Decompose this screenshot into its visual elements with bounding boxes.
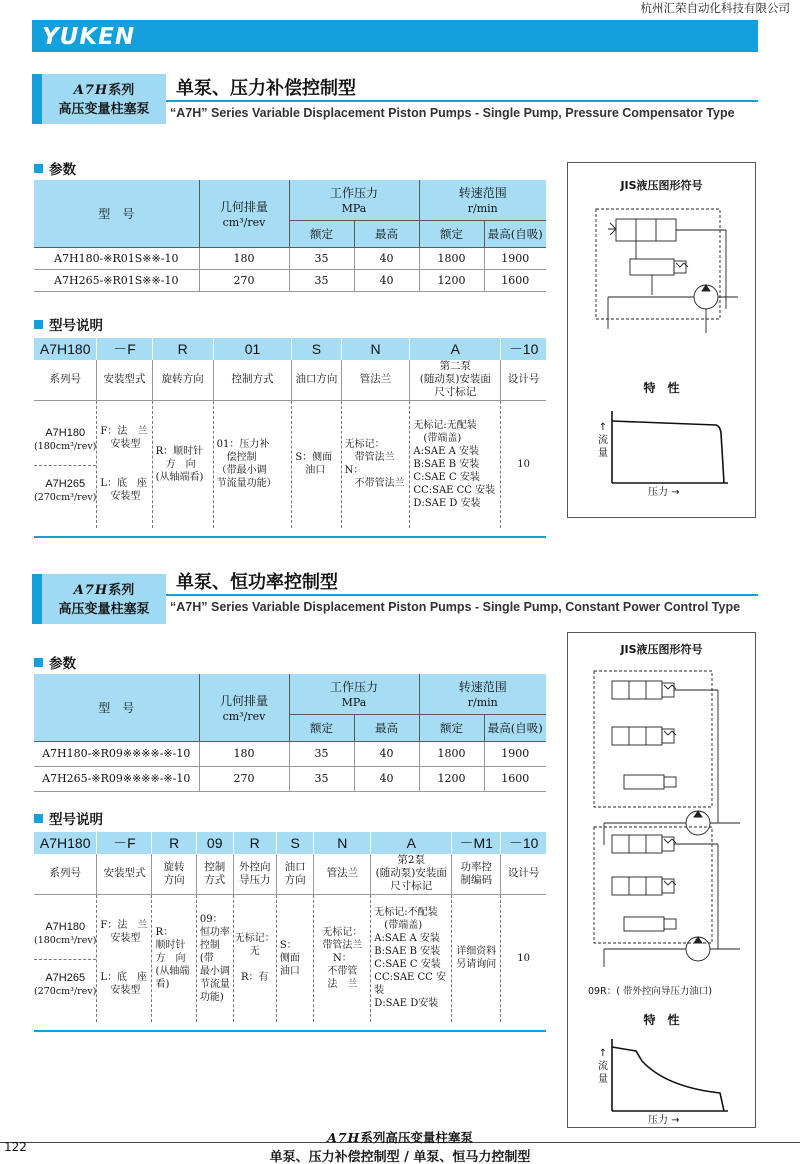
model-heading: 型号说明 (34, 314, 103, 334)
label-series: 系列号 (34, 360, 97, 400)
section1-rule (166, 100, 758, 102)
col-rated: 额定 (289, 220, 354, 247)
brand-bar (32, 20, 758, 52)
col-pressure: 工作压力 MPa (289, 674, 419, 714)
section1-tag (32, 74, 166, 124)
model-code-table (34, 338, 546, 528)
label-power: 功率控 制编码 (452, 854, 501, 894)
section2-title: 单泵、恒功率控制型 (176, 572, 338, 593)
series-options: A7H180 (180cm³/rev) A7H265 (270cm³/rev) (34, 894, 97, 1022)
section2-sidebox (567, 632, 756, 1128)
code-design: －10 (501, 832, 546, 854)
label-rotation: 旋转方向 (152, 360, 213, 400)
code-flange: N (341, 338, 410, 360)
table-row: A7H265-※R09※※※※-※-10 270 35 40 1200 1600 (34, 766, 546, 791)
footer-line2: 单泵、压力补偿控制型 / 单泵、恒马力控制型 (269, 1150, 531, 1164)
port-options: S：侧面 油口 (292, 400, 341, 528)
section1-sidebox (567, 162, 756, 518)
col-max-speed: 最高(自吸) (484, 220, 546, 247)
jis-symbol-label: JIS液压图形符号 (620, 643, 703, 656)
col-speed: 转速范围 r/min (419, 674, 546, 714)
page-number: 122 (4, 1140, 27, 1154)
rotation-options: R：顺时针 方 向 (从轴端看) (152, 400, 213, 528)
code-port: S (276, 832, 314, 854)
design-value: 10 (517, 952, 531, 964)
code-mount: －F (97, 338, 152, 360)
code-rotation: R (152, 338, 213, 360)
note-09r: 09R：( 带外控向导压力油口) (588, 986, 713, 997)
power-code-options: 详细资料 另请询问 (452, 894, 501, 1022)
col-speed: 转速范围 r/min (419, 180, 546, 220)
section1-subtitle: “A7H” Series Variable Displacement Piston Pumps - Single Pump, Pressure Compensator Type (170, 106, 735, 120)
hydraulic-symbol-diagram (568, 199, 757, 349)
series-code: A7H (73, 583, 109, 598)
footer-series-code: A7H (327, 1130, 361, 1145)
jis-symbol-label: JIS液压图形符号 (620, 179, 703, 192)
col-pressure: 工作压力 MPa (289, 180, 419, 220)
label-design: 设计号 (501, 360, 546, 400)
code-control: 01 (213, 338, 292, 360)
col-model: 型 号 (34, 674, 199, 741)
pilot-options: 无标记： 无 R：有 (233, 894, 276, 1022)
section2-subtitle: “A7H” Series Variable Displacement Piston Pumps - Single Pump, Constant Power Control Type (170, 600, 741, 614)
series-suffix: 系列 (108, 583, 135, 598)
code-control: 09 (196, 832, 233, 854)
params-table (34, 674, 546, 792)
params-table (34, 180, 546, 292)
characteristic-label: 特 性 (643, 381, 680, 395)
code-pilot: R (233, 832, 276, 854)
code-port: S (292, 338, 341, 360)
code-design: －10 (501, 338, 546, 360)
label-design: 设计号 (501, 854, 546, 894)
params-heading: 参数 (34, 652, 76, 672)
col-max: 最高 (354, 220, 419, 247)
series-suffix: 系列 (108, 83, 135, 98)
table-end-rule (34, 536, 546, 538)
label-pilot: 外控向 导压力 (233, 854, 276, 894)
code-second: A (410, 338, 501, 360)
table-row: A7H265-※R01S※※-10 270 35 40 1200 1600 (34, 269, 546, 291)
flow-axis-label: ↑ 流 量 (598, 422, 608, 459)
yuken-logo: YUKEN (42, 24, 136, 50)
params-heading: 参数 (34, 158, 76, 178)
power-curve (568, 1031, 757, 1121)
label-second: 第二泵 (随动泵)安装面 尺寸标记 (410, 360, 501, 400)
second-pump-options: 无标记:无配装 (带端盖) A:SAE A 安装 B:SAE B 安装 C:SAE C 安装 CC:SAE CC 安装 D:SAE D 安装 (410, 400, 501, 528)
col-max-speed: 最高(自吸) (484, 714, 546, 741)
pressure-axis-label: 压力 → (648, 487, 680, 498)
series-line2: 高压变量柱塞泵 (58, 102, 150, 117)
col-max: 最高 (354, 714, 419, 741)
code-flange: N (314, 832, 371, 854)
flange-options: 无标记： 带管法兰 N： 不带管法兰 (341, 400, 410, 528)
pressure-flow-curve (568, 403, 757, 493)
label-mount: 安装型式 (97, 854, 152, 894)
characteristic-label: 特 性 (643, 1013, 680, 1027)
col-model: 型 号 (34, 180, 199, 247)
code-power: －M1 (452, 832, 501, 854)
col-displacement: 几何排量 cm³/rev (199, 674, 289, 741)
label-control: 控制 方式 (196, 854, 233, 894)
series-code: A7H (73, 83, 109, 98)
mount-options: F：法 兰 安装型 L：底 座 安装型 (97, 894, 152, 1022)
col-rated-speed: 额定 (419, 220, 484, 247)
company-name: 杭州汇荣自动化科技有限公司 (640, 1, 790, 15)
control-options: 09： 恒功率 控制(带 最小调 节流量 功能) (196, 894, 233, 1022)
rotation-options: R： 顺时针 方 向 (从轴端看) (152, 894, 196, 1022)
section2-rule (166, 594, 758, 596)
series-line2: 高压变量柱塞泵 (58, 602, 150, 617)
label-second: 第2泵 (随动泵)安装面 尺寸标记 (371, 854, 452, 894)
col-rated-speed: 额定 (419, 714, 484, 741)
label-control: 控制方式 (213, 360, 292, 400)
model-heading: 型号说明 (34, 808, 103, 828)
label-mount: 安装型式 (97, 360, 152, 400)
table-end-rule (34, 1030, 546, 1032)
footer-line1: A7H系列高压变量柱塞泵 (327, 1130, 473, 1145)
second-pump-options: 无标记:不配装 (带端盖) A:SAE A 安装 B:SAE B 安装 C:SAE C 安装 CC:SAE CC 安装 D:SAE D安装 (371, 894, 452, 1022)
label-port: 油口方向 (292, 360, 341, 400)
series-options: A7H180 (180cm³/rev) A7H265 (270cm³/rev) (34, 400, 97, 528)
section1-title: 单泵、压力补偿控制型 (176, 78, 356, 99)
code-series: A7H180 (34, 832, 97, 854)
control-options: 01：压力补 偿控制 （带最小调 节流量功能） (213, 400, 292, 528)
label-flange: 管法兰 (314, 854, 371, 894)
code-rotation: R (152, 832, 196, 854)
design-value: 10 (517, 458, 530, 470)
mount-options: F：法 兰 安装型 L：底 座 安装型 (97, 400, 152, 528)
col-displacement: 几何排量 cm³/rev (199, 180, 289, 247)
hydraulic-symbol-diagram-09r (568, 821, 757, 971)
pressure-axis-label: 压力 → (648, 1115, 680, 1126)
table-row: A7H180-※R09※※※※-※-10 180 35 40 1800 1900 (34, 741, 546, 766)
model-code-table (34, 832, 546, 1022)
port-options: S： 侧面 油口 (276, 894, 314, 1022)
col-rated: 额定 (289, 714, 354, 741)
code-mount: －F (97, 832, 152, 854)
code-second: A (371, 832, 452, 854)
table-row: A7H180-※R01S※※-10 180 35 40 1800 1900 (34, 247, 546, 269)
section2-tag (32, 574, 166, 624)
label-port: 油口 方向 (276, 854, 314, 894)
label-series: 系列号 (34, 854, 97, 894)
label-flange: 管法兰 (341, 360, 410, 400)
code-series: A7H180 (34, 338, 97, 360)
label-rotation: 旋转 方向 (152, 854, 196, 894)
flow-axis-label: ↑ 流 量 (598, 1048, 608, 1085)
flange-options: 无标记： 带管法兰 N： 不带管 法 兰 (314, 894, 371, 1022)
